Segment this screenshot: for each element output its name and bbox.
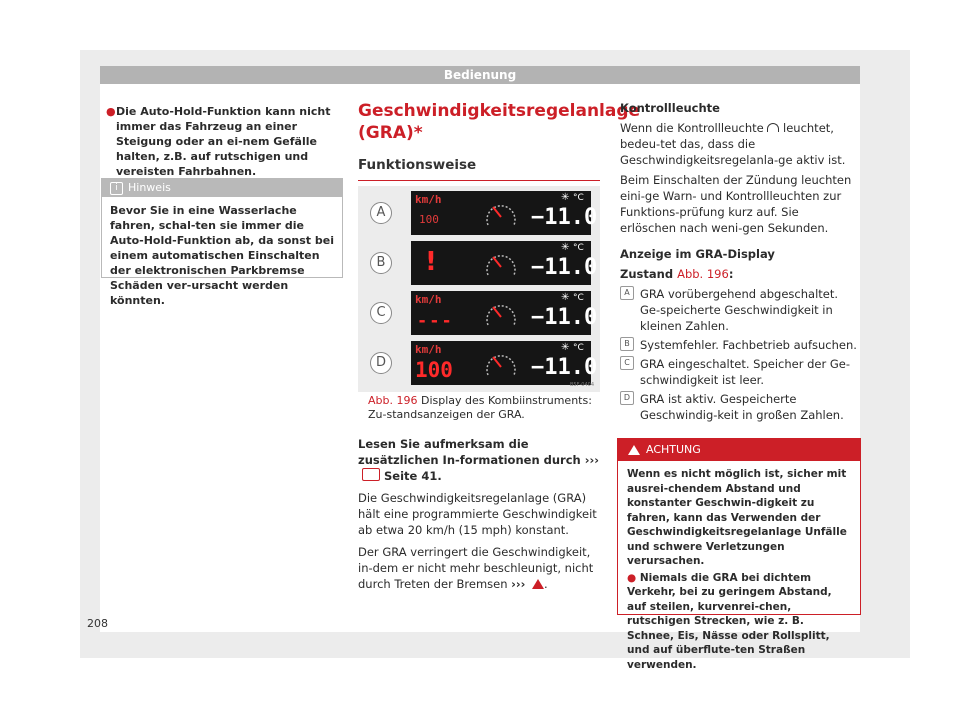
warning-box [617, 438, 861, 671]
zustand-label: Zustand [620, 267, 674, 281]
figure-row-c [358, 288, 600, 338]
para-ignition: Beim Einschalten der Zündung leuchten eini-ge Warn- und Kontrollleuchten zur Funktions-prüfung kurz auf. Sie erlöschen nach weni-gen Sekunden. [620, 173, 852, 235]
warning-item [627, 571, 851, 673]
speedometer-icon [483, 299, 519, 329]
arrow-link[interactable]: ››› [511, 577, 526, 591]
row-label: A [370, 202, 392, 224]
subsection-title: Funktionsweise [358, 157, 477, 173]
speed-value: --- [417, 311, 454, 331]
para-brake [358, 544, 603, 592]
title-rule [358, 180, 600, 181]
page-ref-link[interactable]: Seite 41 [384, 469, 438, 483]
figure-id: B5F-0404 [570, 382, 595, 388]
para-brake-text: Der GRA verringert die Geschwindigkeit, in-dem er nicht mehr beschleunigt, nicht durch Treten der Bremsen [358, 545, 594, 591]
list-letter: D [620, 391, 634, 405]
warning-icon [532, 579, 544, 589]
display-panel [411, 291, 598, 335]
note-box [101, 178, 343, 307]
section-title: Geschwindigkeitsregelanlage (GRA)* [358, 101, 641, 143]
note-header [102, 179, 342, 197]
figure-caption [368, 394, 598, 422]
left-bullet [106, 104, 338, 179]
speedometer-icon [483, 349, 519, 379]
speed-value: 100 [419, 213, 439, 226]
info-icon: i [110, 182, 123, 195]
list-letter: C [620, 356, 634, 370]
note-text: Bevor Sie in eine Wasserlache fahren, schal-ten sie immer die Auto-Hold-Funktion ab, da sonst bei einem automatischen Einschalten der elektronischen Parkbremse Schäden ver-ursacht werden könnten. [110, 204, 334, 307]
bullet-icon: ● [106, 105, 116, 118]
temp-unit: °C [573, 243, 584, 253]
temperature-value: −11.0 [531, 305, 598, 330]
unit-label: km/h [415, 293, 442, 306]
bullet-icon: ● [627, 571, 640, 584]
note-title: Hinweis [128, 181, 171, 194]
list-text: GRA vorübergehend abgeschaltet. Ge-speicherte Geschwindigkeit in kleinen Zahlen. [640, 287, 839, 333]
unit-label: km/h [415, 343, 442, 356]
punct: : [728, 267, 734, 281]
list-item [620, 337, 858, 353]
list-letter: B [620, 337, 634, 351]
warning-body [618, 461, 860, 678]
mid-body [358, 436, 603, 592]
list-text: GRA ist aktiv. Gespeicherte Geschwindig-keit in großen Zahlen. [640, 392, 844, 422]
punct: . [437, 469, 442, 483]
temp-unit: °C [573, 343, 584, 353]
snowflake-icon: ✳ [561, 342, 570, 353]
para-indicator-b: leuchtet, bedeu-tet das, dass die Geschwindigkeitsregelanla-ge aktiv ist. [620, 121, 846, 167]
figure-196 [358, 186, 600, 392]
snowflake-icon: ✳ [561, 292, 570, 303]
figure-row-b [358, 238, 600, 288]
row-label: C [370, 302, 392, 324]
para-indicator-a: Wenn die Kontrollleuchte [620, 121, 764, 135]
para-description: Die Geschwindigkeitsregelanlage (GRA) hält eine programmierte Geschwindigkeit ab etwa 20 km/h (15 mph) konstant. [358, 491, 597, 537]
list-text: GRA eingeschaltet. Speicher der Ge-schwindigkeit ist leer. [640, 357, 850, 387]
temp-unit: °C [573, 293, 584, 303]
warning-text-2: Niemals die GRA bei dichtem Verkehr, bei zu geringem Abstand, auf steilen, kurvenrei-chen, rutschigen Strecken, wie z. B. Schnee, Eis, Nässe oder Rollsplitt, und auf überflute-ten Straßen verwenden. [627, 571, 832, 671]
temperature-value: −11.0 [531, 355, 598, 380]
right-body [620, 100, 858, 426]
warning-text-1: Wenn es nicht möglich ist, sicher mit ausrei-chendem Abstand und konstanter Geschwin-digkeit zu fahren, kann das Verwenden der Geschwindigkeitsregelanlage Unfälle und schwere Verletzungen verursachen. [627, 468, 847, 567]
warning-icon [628, 445, 640, 455]
list-item [620, 286, 858, 334]
book-icon [362, 468, 380, 481]
heading-kontrollleuchte: Kontrollleuchte [620, 101, 720, 115]
list-item [620, 391, 858, 423]
temp-unit: °C [573, 193, 584, 203]
speedometer-icon [483, 199, 519, 229]
speed-value: 100 [415, 358, 453, 382]
row-label: D [370, 352, 392, 374]
figure-row-a [358, 188, 600, 238]
para-read-more [358, 436, 603, 484]
row-label: B [370, 252, 392, 274]
temperature-value: −11.0 [531, 255, 598, 280]
para-indicator [620, 120, 858, 168]
zustand-line [620, 266, 858, 282]
caption-ref: Abb. 196 [368, 394, 418, 407]
snowflake-icon: ✳ [561, 192, 570, 203]
snowflake-icon: ✳ [561, 242, 570, 253]
cruise-control-icon [767, 123, 779, 132]
arrow-link[interactable]: ››› [584, 453, 599, 467]
warning-title: ACHTUNG [646, 443, 701, 456]
section-header: Bedienung [100, 66, 860, 84]
punct: . [544, 577, 548, 591]
caption-text: Display des Kombiinstruments: Zu-standsanzeigen der GRA. [368, 394, 592, 421]
heading-gra-display: Anzeige im GRA-Display [620, 247, 775, 261]
temperature-value: −11.0 [531, 205, 598, 230]
speedometer-icon [483, 249, 519, 279]
warning-header [618, 439, 860, 461]
list-text: Systemfehler. Fachbetrieb aufsuchen. [640, 338, 857, 352]
list-letter: A [620, 286, 634, 300]
display-panel [411, 191, 598, 235]
bullet-text: Die Auto-Hold-Funktion kann nicht immer das Fahrzeug an einer Steigung oder an ei-nem Gefälle halten, z.B. auf rutschigen und vereisten Fahrbahnen. [116, 105, 331, 178]
para-read-more-text: Lesen Sie aufmerksam die zusätzlichen In-formationen durch [358, 437, 581, 467]
figure-row-d [358, 338, 600, 388]
alert-icon: ! [425, 247, 437, 277]
figure-ref-link[interactable]: Abb. 196 [677, 267, 729, 281]
unit-label: km/h [415, 193, 442, 206]
list-item [620, 356, 858, 388]
display-panel [411, 241, 598, 285]
page-number: 208 [87, 617, 108, 630]
